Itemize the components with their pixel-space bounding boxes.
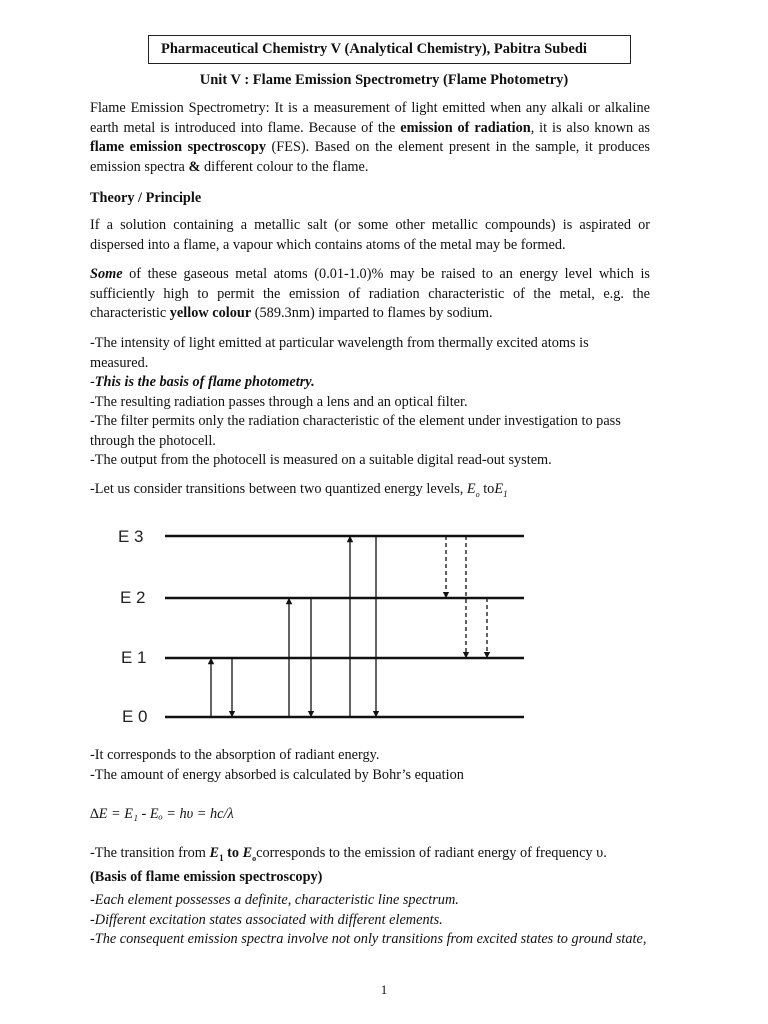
point-5: -The output from the photocell is measured on a suitable digital read-out system.: [90, 452, 552, 468]
theory-paragraph-1: If a solution containing a metallic salt (or some other metallic compounds) is aspirated or dispersed into a flame, a vapour which contains atoms of the metal may be formed.: [90, 217, 650, 253]
theory-paragraph-2: [90, 265, 650, 324]
intro-bold-emission: emission of radiation: [400, 119, 531, 136]
intro-text-3: (FES). Based on the element present in the sample, it produces emission spectra: [90, 139, 650, 175]
level-label-e0: E 0: [122, 707, 148, 726]
bohr-equation: ∆E = E₁ - Eₒ = hυ = hc/λ: [90, 806, 234, 822]
unit-title: Unit V : Flame Emission Spectrometry (Flame Photometry): [199, 72, 569, 88]
theory-bold-some: Some: [90, 266, 123, 282]
document-header: [148, 35, 631, 64]
point-3: -The resulting radiation passes through a lens and an optical filter.: [90, 393, 468, 410]
theory-text-1: of these gaseous metal atoms (0.01-1.0)% may be raised to an energy level which is sufficiently high to permit the emission of radiation characteristic of the metal, e.g. the characteristic: [90, 266, 650, 321]
level-label-e2: E 2: [120, 588, 146, 607]
emission-basis: (Basis of flame emission spectroscopy): [90, 869, 323, 886]
emission-line-1: -The transition from $E_1$ to $E_ocorresponds$ to the emission of radiant energy of frequency υ.: [90, 845, 607, 863]
absorption-text: [90, 746, 650, 785]
theory-text-2: (589.3nm) imparted to flames by sodium.: [251, 305, 493, 321]
header-title: Pharmaceutical Chemistry V (Analytical Chemistry), Pabitra Subedi: [161, 41, 587, 57]
theory-bold-yellow: yellow colour: [169, 305, 252, 321]
emission-text: [90, 844, 650, 888]
points-list: [90, 334, 650, 471]
theory-heading: Theory / Principle: [90, 190, 202, 206]
energy-level-diagram: [110, 520, 540, 730]
page-number: 1: [380, 982, 388, 997]
absorption-line-2: -The amount of energy absorbed is calculated by Bohr’s equation: [90, 766, 464, 783]
final-line-3: -The consequent emission spectra involve not only transitions from excited states to ground state,: [90, 931, 647, 947]
absorption-line-1: -It corresponds to the absorption of radiant energy.: [90, 747, 380, 763]
final-line-1: -Each element possesses a definite, characteristic line spectrum.: [90, 892, 459, 908]
point-2: -This is the basis of flame photometry.: [90, 374, 315, 390]
level-label-e1: E 1: [121, 648, 147, 667]
intro-paragraph: [90, 99, 650, 177]
level-label-e3: E 3: [118, 527, 144, 546]
transitions-line: -Let us consider transitions between two quantized energy levels, $E_o$ toE$_1$: [90, 481, 508, 499]
final-lines: [90, 891, 650, 950]
final-line-2: -Different excitation states associated with different elements.: [90, 911, 443, 928]
intro-bold-amp: &: [188, 158, 201, 175]
intro-bold-fes: flame emission spectroscopy: [90, 139, 266, 155]
point-1: -The intensity of light emitted at particular wavelength from thermally excited atoms is measured.: [90, 335, 589, 371]
point-2-bold: This is the basis of flame photometry.: [94, 374, 315, 390]
intro-text-4: different colour to the flame.: [200, 158, 369, 175]
intro-text-2: , it is also known as: [530, 119, 650, 136]
point-4: -The filter permits only the radiation characteristic of the element under investigation to pass through the photocell.: [90, 413, 621, 449]
intro-text-1: Flame Emission Spectrometry: It is a measurement of light emitted when any alkali or alkaline earth metal is introduced into flame. Because of the: [90, 100, 650, 136]
